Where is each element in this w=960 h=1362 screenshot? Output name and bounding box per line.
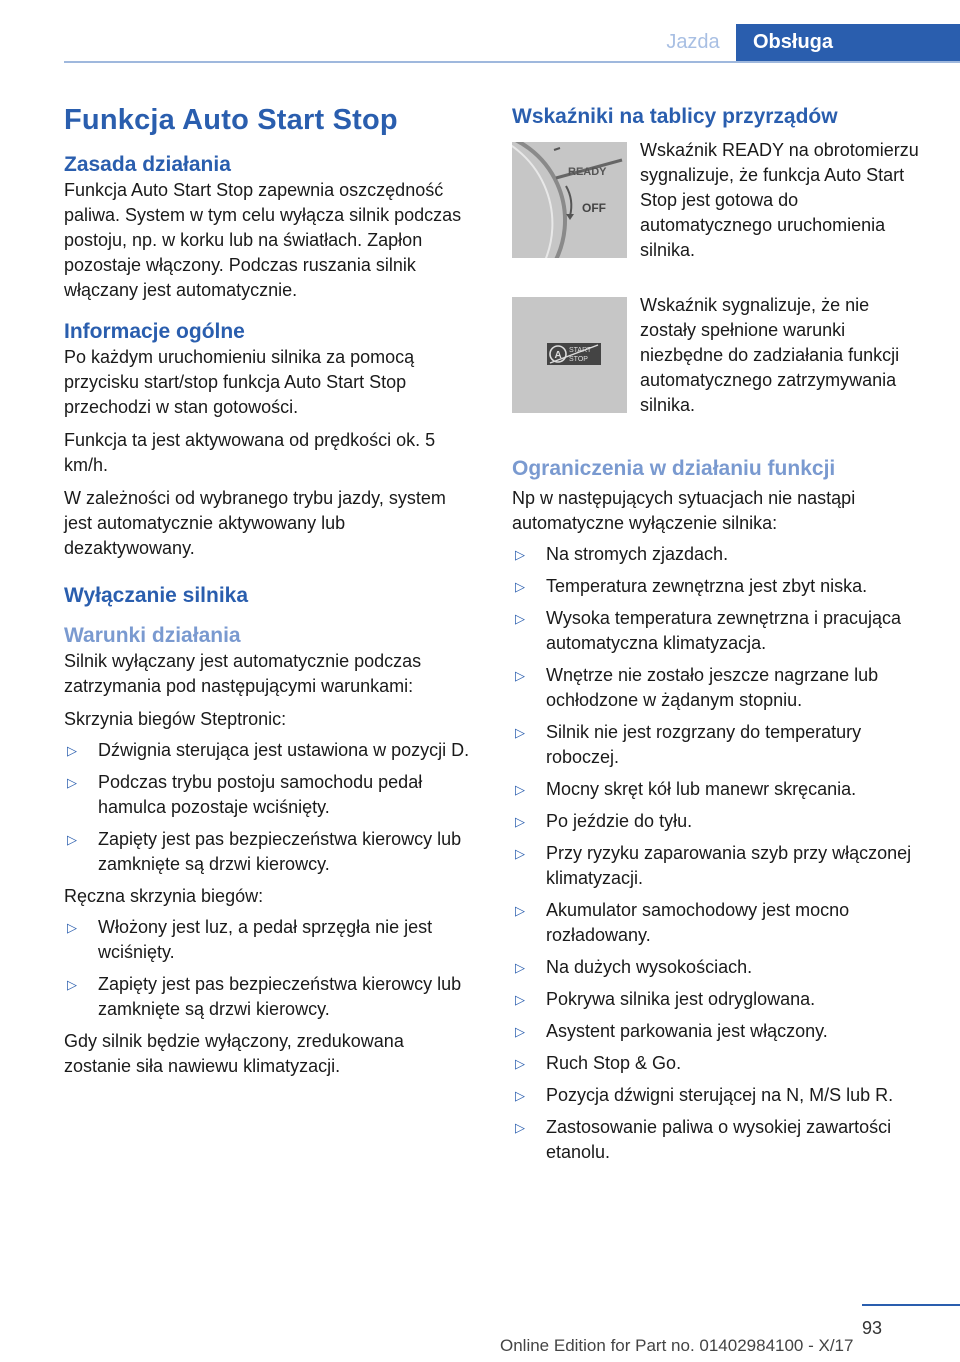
list-item: ▷ Mocny skręt kół lub manewr skręcania. bbox=[512, 777, 928, 802]
triangle-bullet-icon: ▷ bbox=[515, 668, 525, 683]
page-number: 93 bbox=[862, 1318, 883, 1338]
triangle-bullet-icon: ▷ bbox=[515, 846, 525, 861]
list-item: ▷ Na dużych wysokościach. bbox=[512, 955, 928, 980]
triangle-bullet-icon: ▷ bbox=[515, 1056, 525, 1071]
zasada-text: Funkcja Auto Start Stop zapewnia oszczędność paliwa. System w tym celu wyłącza silnik podczas postoju, np. w korku lub na światłach. Zapłon pozostaje włączony. Podczas ruszania silnik włączany jest automatycznie. bbox=[64, 180, 462, 300]
heading-wylaczanie: Wyłączanie silnika bbox=[64, 584, 249, 607]
triangle-bullet-icon: ▷ bbox=[515, 725, 525, 740]
list-item: ▷ Pokrywa silnika jest odryglowana. bbox=[512, 987, 928, 1012]
heading-zasada: Zasada działania bbox=[64, 153, 231, 176]
list-item: ▷ Pozycja dźwigni sterującej na N, M/S lub R. bbox=[512, 1083, 928, 1108]
triangle-bullet-icon: ▷ bbox=[67, 832, 77, 847]
right-column bbox=[512, 96, 928, 1172]
triangle-bullet-icon: ▷ bbox=[515, 992, 525, 1007]
list-item: ▷ Dźwignia sterująca jest ustawiona w pozycji D. bbox=[64, 738, 470, 763]
informacje-p2: Funkcja ta jest aktywowana od prędkości ok. 5 km/h. bbox=[64, 430, 436, 475]
list-item: ▷ Na stromych zjazdach. bbox=[512, 542, 928, 567]
ready-label: READY bbox=[568, 166, 607, 178]
indicator-unavailable-row bbox=[512, 297, 928, 418]
triangle-bullet-icon: ▷ bbox=[515, 547, 525, 562]
triangle-bullet-icon: ▷ bbox=[67, 920, 77, 935]
list-item: ▷ Zapięty jest pas bezpieczeństwa kierowcy lub zamknięte są drzwi kierowcy. bbox=[67, 974, 462, 1019]
stop-label: STOP bbox=[569, 356, 588, 363]
list-item: ▷ Podczas trybu postoju samochodu pedał hamulca pozostaje wciśnięty. bbox=[67, 772, 423, 817]
triangle-bullet-icon: ▷ bbox=[515, 1120, 525, 1135]
ready-indicator-image bbox=[512, 142, 627, 258]
header-rule bbox=[64, 61, 960, 63]
informacje-p1: Po każdym uruchomieniu silnika za pomocą przycisku start/stop funkcja Auto Start Stop przechodzi w stan gotowości. bbox=[64, 347, 415, 417]
triangle-bullet-icon: ▷ bbox=[515, 1088, 525, 1103]
list-item: ▷ Wnętrze nie zostało jeszcze nagrzane lub ochłodzone w żądanym stopniu. bbox=[515, 665, 879, 710]
list-item: ▷ Przy ryzyku zaparowania szyb przy włączonej klimatyzacji. bbox=[515, 843, 912, 888]
triangle-bullet-icon: ▷ bbox=[515, 1024, 525, 1039]
left-column bbox=[64, 96, 470, 1079]
off-label: OFF bbox=[582, 201, 606, 215]
triangle-bullet-icon: ▷ bbox=[515, 814, 525, 829]
heading-wskazniki: Wskaźniki na tablicy przyrządów bbox=[512, 105, 838, 128]
section-tab-obsluga: Obsługa bbox=[736, 24, 960, 61]
steptronic-label: Skrzynia biegów Steptronic: bbox=[64, 709, 287, 729]
list-item: ▷ Zastosowanie paliwa o wysokiej zawartości etanolu. bbox=[515, 1117, 892, 1162]
triangle-bullet-icon: ▷ bbox=[515, 611, 525, 626]
footer-rule bbox=[862, 1304, 960, 1306]
indicator-ready-text: Wskaźnik READY na obrotomierzu sygnalizuje, że funkcja Auto Start Stop jest gotowa do automatycznego uruchomienia silnika. bbox=[640, 140, 919, 260]
list-item: ▷ Wysoka temperatura zewnętrzna i pracująca automatyczna klimatyzacja. bbox=[515, 608, 901, 653]
closing-text: Gdy silnik będzie wyłączony, zredukowana zostanie siła nawiewu klimatyzacji. bbox=[64, 1031, 404, 1076]
heading-informacje: Informacje ogólne bbox=[64, 320, 245, 343]
section-tab-jazda: Jazda bbox=[666, 31, 720, 53]
triangle-bullet-icon: ▷ bbox=[67, 977, 77, 992]
indicator-ready-row bbox=[512, 142, 928, 263]
manual-list bbox=[64, 915, 470, 1022]
list-item: ▷ Zapięty jest pas bezpieczeństwa kierowcy lub zamknięte są drzwi kierowcy. bbox=[67, 829, 462, 874]
triangle-bullet-icon: ▷ bbox=[515, 782, 525, 797]
autostart-off-indicator-image bbox=[512, 297, 627, 413]
list-item: ▷ Asystent parkowania jest włączony. bbox=[512, 1019, 928, 1044]
start-label: START bbox=[569, 347, 592, 354]
triangle-bullet-icon: ▷ bbox=[67, 743, 77, 758]
informacje-p3: W zależności od wybranego trybu jazdy, system jest automatycznie aktywowany lub dezaktywowany. bbox=[64, 488, 446, 558]
list-item: ▷ Silnik nie jest rozgrzany do temperatury roboczej. bbox=[515, 722, 862, 767]
triangle-bullet-icon: ▷ bbox=[515, 579, 525, 594]
edition-footer: Online Edition for Part no. 01402984100 - X/17 bbox=[500, 1336, 854, 1355]
svg-text:A: A bbox=[554, 350, 562, 361]
ograniczenia-intro: Np w następujących sytuacjach nie nastąpi automatyczne wyłączenie silnika: bbox=[512, 488, 856, 533]
triangle-bullet-icon: ▷ bbox=[515, 960, 525, 975]
list-item: ▷ Akumulator samochodowy jest mocno rozładowany. bbox=[515, 900, 850, 945]
limits-list bbox=[512, 542, 928, 1165]
triangle-bullet-icon: ▷ bbox=[67, 775, 77, 790]
list-item: ▷ Po jeździe do tyłu. bbox=[512, 809, 928, 834]
list-item: ▷ Włożony jest luz, a pedał sprzęgła nie jest wciśnięty. bbox=[67, 917, 433, 962]
warunki-intro: Silnik wyłączany jest automatycznie podczas zatrzymania pod następującymi warunkami: bbox=[64, 651, 422, 696]
heading-warunki: Warunki działania bbox=[64, 624, 241, 647]
triangle-bullet-icon: ▷ bbox=[515, 903, 525, 918]
page-title: Funkcja Auto Start Stop bbox=[64, 104, 398, 136]
heading-ograniczenia: Ograniczenia w działaniu funkcji bbox=[512, 457, 836, 480]
list-item: ▷ Temperatura zewnętrzna jest zbyt niska. bbox=[512, 574, 928, 599]
indicator-unavailable-text: Wskaźnik sygnalizuje, że nie zostały spełnione warunki niezbędne do zadziałania funkcji automatycznego zatrzymywania silnika. bbox=[640, 295, 900, 415]
manual-label: Ręczna skrzynia biegów: bbox=[64, 886, 264, 906]
list-item: ▷ Ruch Stop & Go. bbox=[512, 1051, 928, 1076]
steptronic-list bbox=[64, 738, 470, 877]
